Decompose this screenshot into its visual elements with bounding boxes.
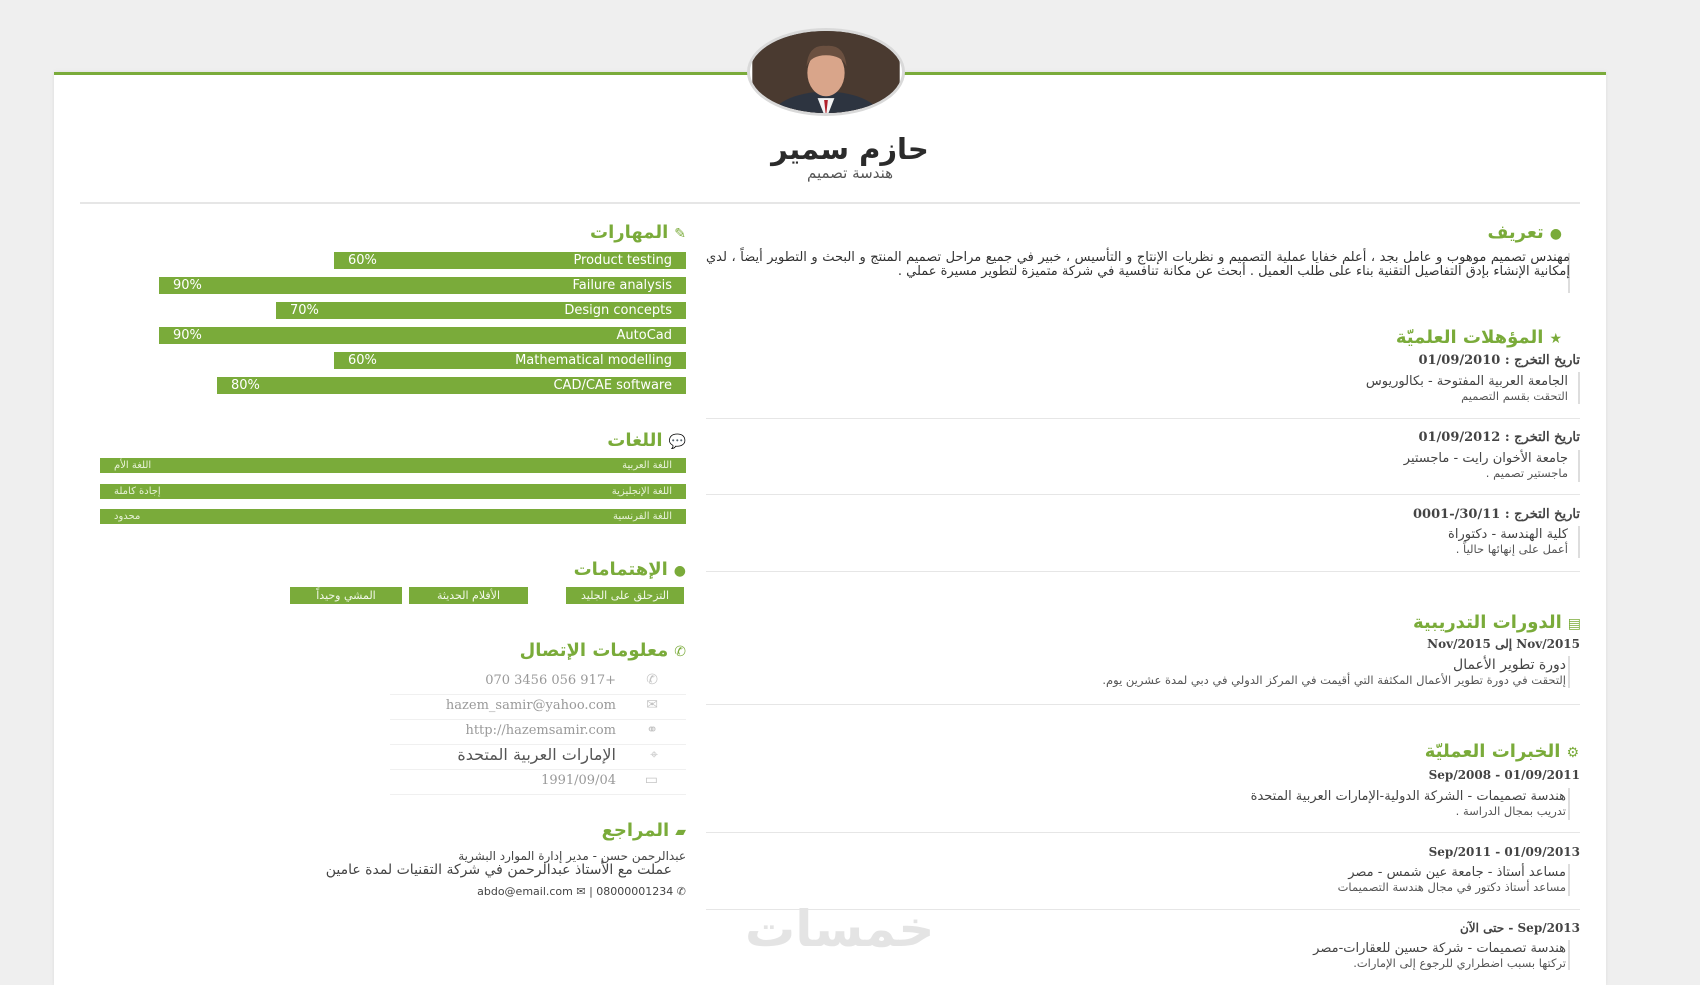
interest-tag: التزحلق على الجليد bbox=[566, 587, 684, 604]
reference-phone: 08000001234 bbox=[596, 885, 674, 898]
star-icon: ★ bbox=[1549, 331, 1562, 347]
skill-label: Mathematical modelling bbox=[515, 353, 672, 368]
course-title: دورة تطوير الأعمال bbox=[1453, 657, 1566, 673]
contact-phone: 070 3456 056 917+ bbox=[485, 673, 616, 688]
entry-divider bbox=[706, 704, 1580, 705]
file-icon: ▤ bbox=[1567, 616, 1581, 632]
contact-location-row bbox=[390, 745, 686, 770]
watermark-logo: خمسات bbox=[745, 900, 935, 958]
experience-date: Sep/2008 - 01/09/2011 bbox=[1428, 768, 1580, 782]
circle-icon: ● bbox=[673, 563, 686, 579]
experience-desc: تركتها بسبب اضطراري للرجوع إلى الإمارات. bbox=[1353, 956, 1566, 970]
experience-date: Sep/2011 - 01/09/2013 bbox=[1428, 845, 1580, 859]
reference-email: abdo@email.com bbox=[477, 885, 573, 898]
reference-contacts bbox=[477, 885, 686, 898]
experience-title-line: هندسة تصميمات - شركة حسين للعقارات-مصر bbox=[1313, 941, 1566, 956]
map-marker-icon: ⌖ bbox=[650, 747, 658, 763]
skill-label: AutoCad bbox=[616, 328, 672, 343]
course-desc: إلتحقت في دورة تطوير الأعمال المكثفة التي أقيمت في المركز الدولي في دبي لمدة عشرين يوم. bbox=[1102, 673, 1566, 687]
references-title: ▰المراجع bbox=[601, 820, 686, 841]
phone-icon: ✆ bbox=[676, 885, 686, 898]
gear-icon: ⚙ bbox=[1566, 745, 1579, 761]
entry-rule bbox=[1568, 940, 1570, 970]
experience-date: Sep/2013 - حتى الآن bbox=[1459, 921, 1580, 935]
skill-bar bbox=[276, 302, 686, 319]
education-date: تاريخ التخرج : 01/09/2012 bbox=[1418, 430, 1580, 445]
entry-divider bbox=[706, 418, 1580, 419]
education-date: تاريخ التخرج : 01/09/2010 bbox=[1418, 353, 1580, 368]
skill-label: Failure analysis bbox=[572, 278, 672, 293]
skill-bar bbox=[334, 352, 686, 369]
comment-icon: 💬 bbox=[668, 434, 686, 450]
contact-website: http://hazemsamir.com bbox=[465, 723, 616, 738]
contact-email: hazem_samir@yahoo.com bbox=[445, 698, 616, 713]
link-icon: ⚭ bbox=[646, 722, 658, 738]
contact-birthdate-row bbox=[390, 770, 686, 795]
skill-label: Design concepts bbox=[564, 303, 672, 318]
entry-rule bbox=[1568, 656, 1570, 688]
phone-icon: ✆ bbox=[646, 672, 658, 688]
entry-rule bbox=[1578, 526, 1580, 558]
skill-percent: 60% bbox=[348, 253, 377, 268]
experience-title-line: مساعد أستاذ - جامعة عين شمس - مصر bbox=[1348, 865, 1566, 880]
interests-title: ●الإهتمامات bbox=[573, 559, 686, 580]
person-title: هندسة تصميم bbox=[806, 164, 894, 182]
profile-photo bbox=[747, 28, 905, 116]
experience-title-line: هندسة تصميمات - الشركة الدولية-الإمارات العربية المتحدة bbox=[1250, 789, 1566, 804]
skill-bar bbox=[217, 377, 686, 394]
contact-birthdate: 1991/09/04 bbox=[541, 773, 616, 788]
language-level: إجادة كاملة bbox=[114, 486, 161, 497]
education-desc: أعمل على إنهائها حالياً . bbox=[1455, 542, 1568, 556]
contact-phone-row bbox=[390, 670, 686, 695]
entry-divider bbox=[706, 494, 1580, 495]
language-name: اللغة الفرنسية bbox=[613, 511, 672, 522]
envelope-icon: ✉ | bbox=[576, 885, 597, 898]
skill-bar bbox=[334, 252, 686, 269]
wrench-icon: ✎ bbox=[674, 226, 686, 242]
entry-divider bbox=[706, 832, 1580, 833]
entry-rule bbox=[1578, 372, 1580, 404]
skill-percent: 60% bbox=[348, 353, 377, 368]
reference-note: عملت مع الأستاذ عبدالرحمن في شركة التقنيات لمدة عامين bbox=[325, 862, 672, 878]
contact-email-row bbox=[390, 695, 686, 720]
education-date: تاريخ التخرج : 30/11/-0001 bbox=[1413, 507, 1580, 522]
skill-percent: 70% bbox=[290, 303, 319, 318]
experience-desc: تدريب بمجال الدراسة . bbox=[1455, 804, 1566, 818]
about-title: ●تعريف bbox=[1487, 222, 1562, 243]
education-title-line: جامعة الأخوان رايت - ماجستير bbox=[1403, 451, 1568, 466]
entry-rule bbox=[1578, 450, 1580, 482]
entry-rule bbox=[1568, 788, 1570, 820]
header-divider bbox=[80, 202, 1580, 204]
contact-title: ✆معلومات الإتصال bbox=[519, 640, 686, 661]
language-item bbox=[100, 509, 686, 524]
courses-title: ▤الدورات التدريبية bbox=[1412, 612, 1581, 633]
entry-divider bbox=[706, 571, 1580, 572]
entry-rule bbox=[1568, 864, 1570, 896]
user-icon: ● bbox=[1549, 226, 1562, 242]
resume-sheet bbox=[54, 72, 1606, 985]
contact-country: الإمارات العربية المتحدة bbox=[457, 745, 616, 764]
skill-percent: 90% bbox=[173, 278, 202, 293]
language-name: اللغة الإنجليزية bbox=[611, 486, 672, 497]
phone-icon: ✆ bbox=[674, 644, 686, 660]
skill-bar bbox=[159, 277, 686, 294]
skill-label: Product testing bbox=[573, 253, 672, 268]
language-item bbox=[100, 484, 686, 499]
about-text: مهندس تصميم موهوب و عامل بجد ، أعلم خفايا عملية التصميم و نظريات الإنتاج و التأسيس ، خبير في جميع مراحل تصميم المنتج و البحث و التطوير أيضاً ، لدي إمكانية الإنشاء بإدق التفاصيل التقنية بناء على طلب العميل . أبحث عن مكانة تنافسية في شركة متميزة لتطوير مسيرة عملي . bbox=[706, 250, 1570, 279]
education-desc: التحقت بقسم التصميم bbox=[1461, 389, 1568, 403]
contact-website-row bbox=[390, 720, 686, 745]
skill-label: CAD/CAE software bbox=[553, 378, 672, 393]
book-icon: ▰ bbox=[675, 824, 686, 840]
person-name: حازم سمير bbox=[771, 132, 929, 166]
education-desc: ماجستير تصميم . bbox=[1485, 466, 1568, 480]
course-date: Nov/2015 إلى Nov/2015 bbox=[1427, 637, 1580, 651]
skill-percent: 80% bbox=[231, 378, 260, 393]
reference-name: عبدالرحمن حسن - مدير إدارة الموارد البشرية bbox=[458, 849, 686, 863]
skills-title: ✎المهارات bbox=[590, 222, 686, 243]
calendar-icon: ▭ bbox=[644, 772, 658, 788]
experience-title: ⚙الخبرات العمليّة bbox=[1424, 741, 1579, 762]
language-name: اللغة العربية bbox=[622, 460, 672, 471]
languages-title: 💬اللغات bbox=[607, 430, 686, 451]
language-item bbox=[100, 458, 686, 473]
language-level: اللغة الأم bbox=[114, 460, 152, 471]
interest-tag: الأفلام الحديثة bbox=[409, 587, 528, 604]
education-title-line: كلية الهندسة - دكتوراة bbox=[1448, 527, 1568, 542]
education-title: ★المؤهلات العلميّة bbox=[1395, 327, 1562, 348]
envelope-icon: ✉ bbox=[646, 697, 658, 713]
portrait-image bbox=[750, 31, 902, 113]
experience-desc: مساعد أستاذ دكتور في مجال هندسة التصميمات bbox=[1337, 880, 1566, 894]
language-level: محدود bbox=[114, 511, 141, 522]
education-title-line: الجامعة العربية المفتوحة - بكالوريوس bbox=[1365, 374, 1568, 389]
skill-percent: 90% bbox=[173, 328, 202, 343]
interest-tag: المشي وحيداً bbox=[290, 587, 402, 604]
skill-bar bbox=[159, 327, 686, 344]
